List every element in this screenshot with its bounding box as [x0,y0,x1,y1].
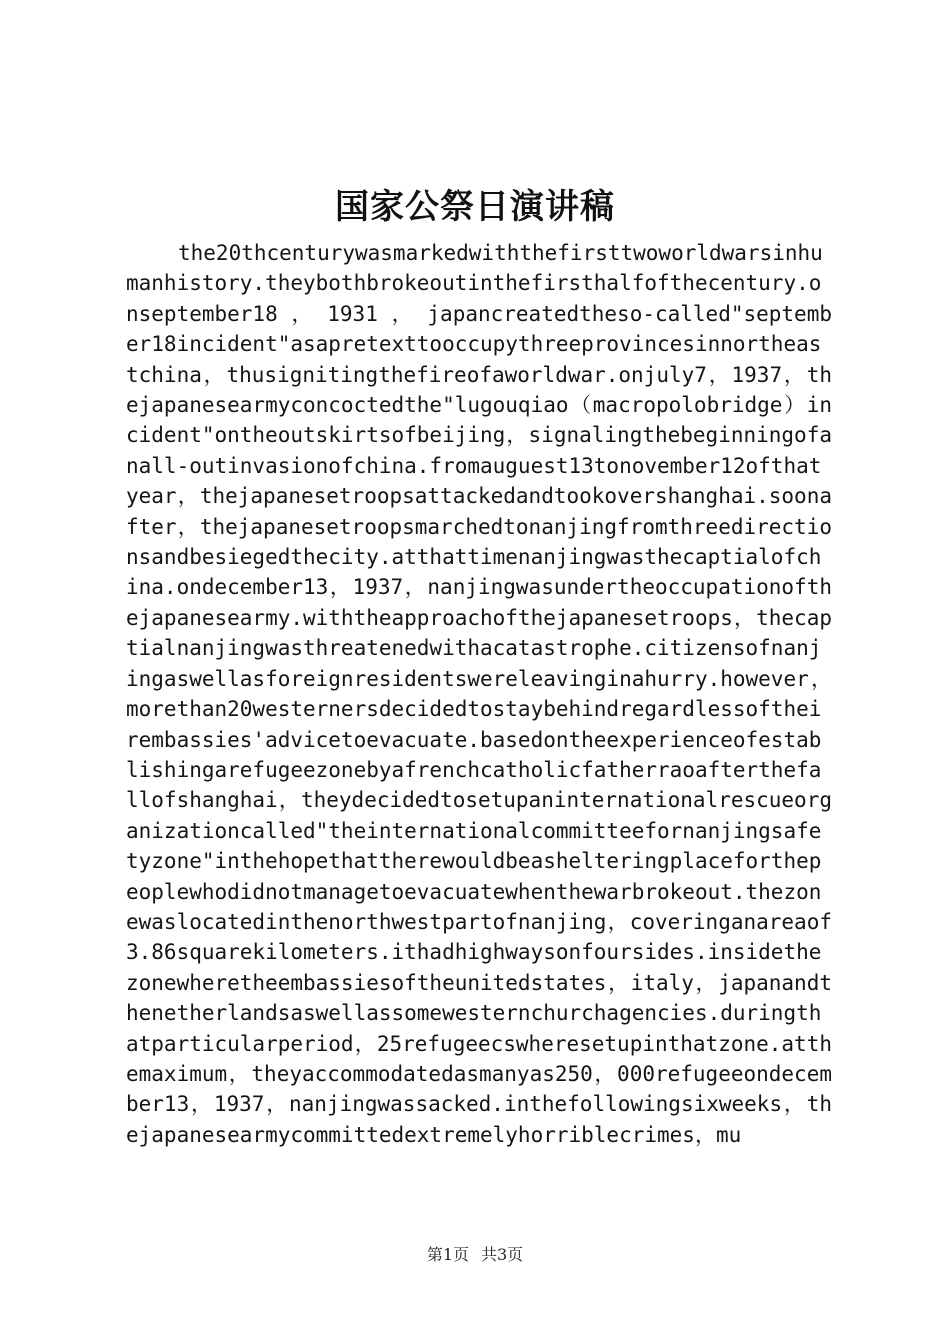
document-body: the20thcenturywasmarkedwiththefirsttwoworldwarsinhumanhistory.theybothbrokeoutinthefirsthalfofthecentury.onseptember18 ， 1931 ， japancreatedtheso-called"september18incident"asapretexttooccupythreeprovincesinnortheastchina，thusignitingthefireofaworldwar.onjuly7，1937，thejapanesearmyconcoctedthe"lugouqiao（macropolobridge）incident"ontheoutskirtsofbeijing，signalingthebeginningofanall-outinvasionofchina.fromauguest13tonovember12ofthatyear，thejapanesetroopsattackedandtookovershanghai.soonafter，thejapanesetroopsmarchedtonanjingfromthreedirectionsandbesiegedthecity.atthattimenanjingwasthecaptialofchina.ondecember13，1937，nanjingwasundertheoccupationofthejapanesearmy.withtheapproachofthejapanesetroops，thecaptialnanjingwasthreatenedwithacatastrophe.citizensofnanjingaswellasforeignresidentswereleavinginahurry.however，morethan20westernersdecidedtostaybehindregardlessoftheirembassies'advicetoevacuate.basedontheexperienceofestablishingarefugeezonebyafrenchcatholicfatherraoafterthefallofshanghai，theydecidedtosetupaninternationalrescueorganizationcalled"theinternationalcommitteefornanjingsafetyzone"inthehopethattherewouldbeashelteringplaceforthepeoplewhodidnotmanagetoevacuatewhenthewarbrokeout.thezonewaslocatedinthenorthwestpartofnanjing，coveringanareaof3.86squarekilometers.ithadhighwaysonfoursides.insidethezonewheretheembassiesoftheunitedstates，italy，japanandthenetherlandsaswellassomewesternchurchagencies.duringthatparticularperiod，25refugeecswheresetupinthatzone.atthemaximum，theyaccommodatedasmanyas250，000refugeeondecember13，1937，nanjingwassacked.inthefollowingsixweeks，thejapanesearmycommittedextremelyhorriblecrimes，mu [126,241,832,1147]
page-number-total: 共3页 [481,1245,524,1264]
document-title: 国家公祭日演讲稿 [335,187,615,227]
page-footer [0,1244,950,1266]
page-number-current: 第1页 [426,1245,469,1264]
